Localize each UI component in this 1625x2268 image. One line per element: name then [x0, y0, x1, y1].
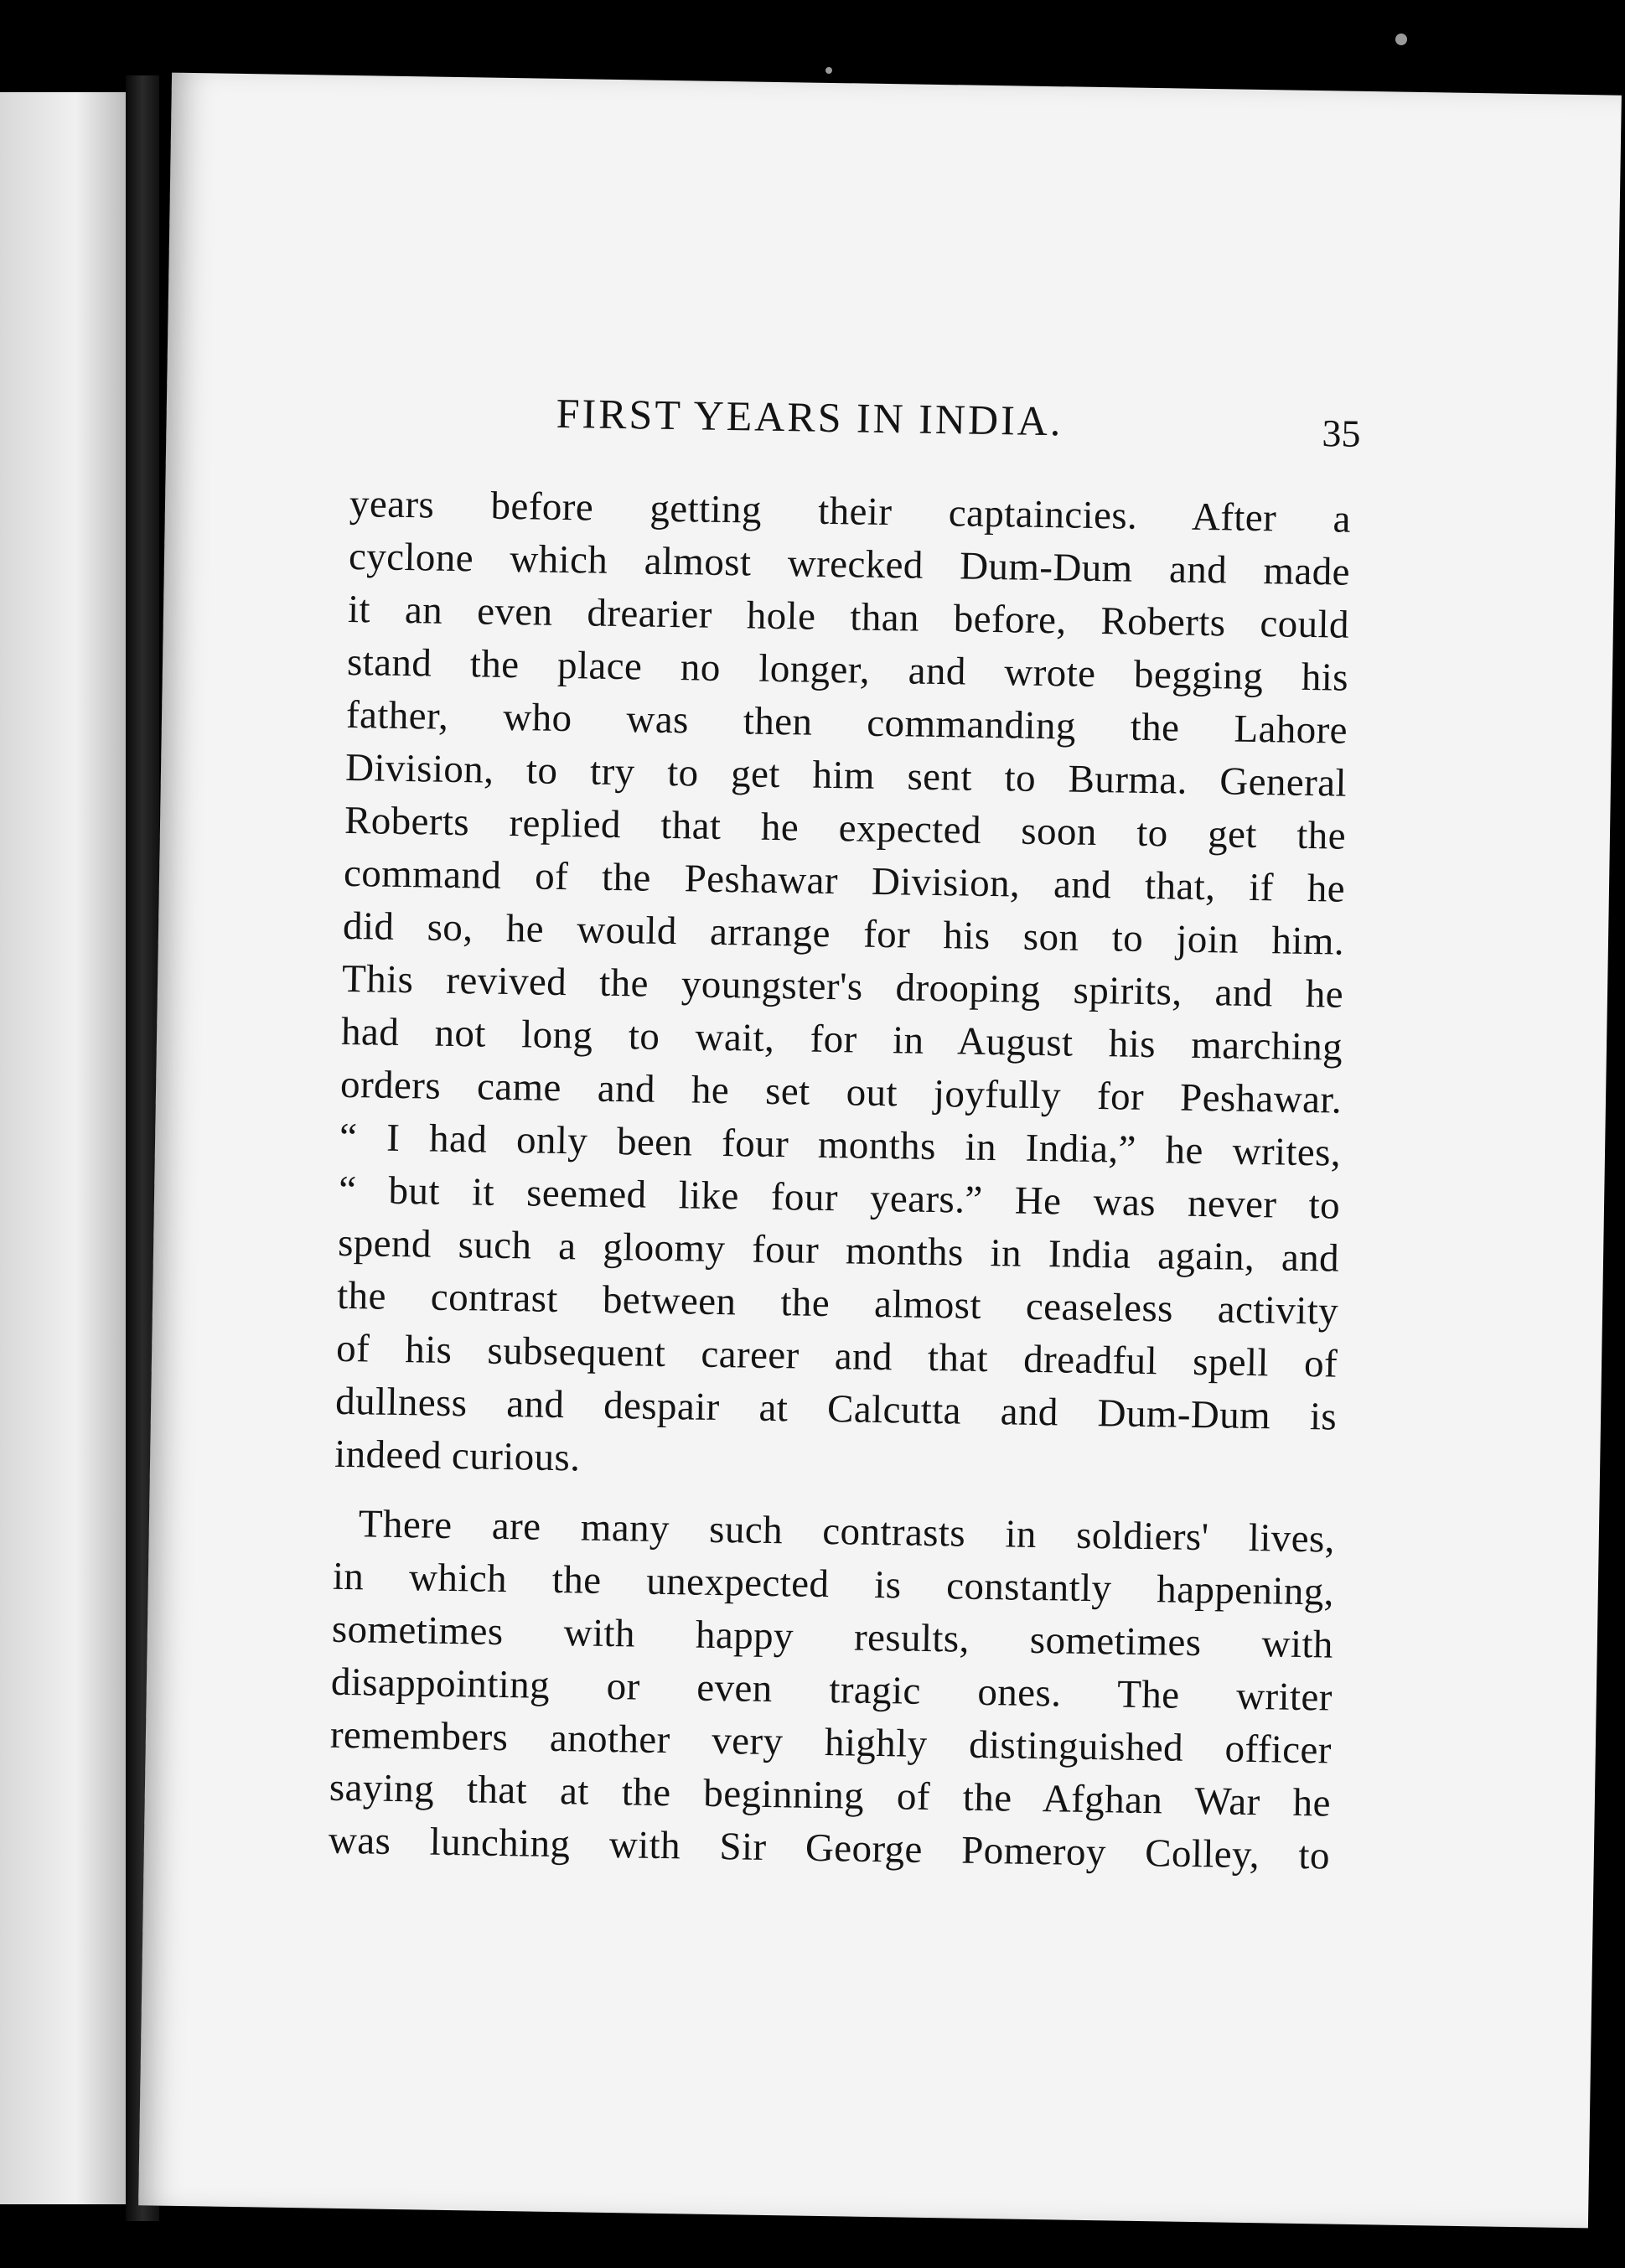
text-line: Roberts replied that he expected soon to get the	[344, 798, 1347, 858]
text-line: command of the Peshawar Division, and that, if he	[343, 851, 1346, 911]
text-line: in which the unexpected is constantly happening,	[332, 1554, 1335, 1614]
text-line: remembers another very highly distinguished officer	[329, 1712, 1333, 1773]
text-line: stand the place no longer, and wrote begging his	[346, 639, 1349, 700]
text-line: years before getting their captaincies. After a	[349, 481, 1352, 541]
text-line: cyclone which almost wrecked Dum-Dum and made	[348, 534, 1351, 594]
text-line: the contrast between the almost ceaseless activity	[336, 1273, 1339, 1333]
text-line: Division, to try to get him sent to Burma. General	[344, 745, 1348, 805]
text-line: spend such a gloomy four months in India again, and	[337, 1220, 1340, 1281]
running-head	[350, 386, 1361, 494]
text-line: was lunching with Sir George Pomeroy Colley, to	[328, 1818, 1331, 1878]
paragraph-2	[328, 1498, 1335, 1883]
text-line: disappointing or even tragic ones. The writer	[330, 1660, 1333, 1720]
text-line: indeed curious.	[334, 1432, 581, 1480]
text-line: This revived the youngster's drooping spirits, and he	[341, 956, 1344, 1017]
text-line: sometimes with happy results, sometimes with	[331, 1607, 1334, 1667]
page-number: 35	[1322, 412, 1361, 455]
book-page	[138, 73, 1622, 2229]
previous-leaf-edge	[0, 92, 126, 2204]
page-content	[328, 386, 1361, 1883]
text-line: it an even drearier hole than before, Roberts could	[347, 587, 1350, 647]
text-line: There are many such contrasts in soldiers' lives,	[358, 1502, 1336, 1561]
text-line: did so, he would arrange for his son to join him.	[342, 904, 1345, 964]
text-line: saying that at the beginning of the Afghan War he	[329, 1765, 1332, 1825]
text-line: of his subsequent career and that dreadful spell of	[335, 1326, 1338, 1386]
text-line: “ but it seemed like four years.” He was never to	[338, 1168, 1341, 1228]
dust-speck	[825, 67, 832, 74]
text-line: dullness and despair at Calcutta and Dum-Dum is	[334, 1379, 1338, 1439]
text-line: orders came and he set out joyfully for Peshawar.	[339, 1062, 1343, 1122]
dust-speck	[1395, 34, 1407, 45]
running-head-title: FIRST YEARS IN INDIA.	[556, 389, 1063, 445]
text-line: father, who was then commanding the Lahore	[345, 692, 1348, 753]
text-line: “ I had only been four months in India,” he writes,	[339, 1115, 1342, 1175]
text-line: had not long to wait, for in August his marching	[340, 1009, 1343, 1069]
paragraph-1	[334, 478, 1352, 1497]
